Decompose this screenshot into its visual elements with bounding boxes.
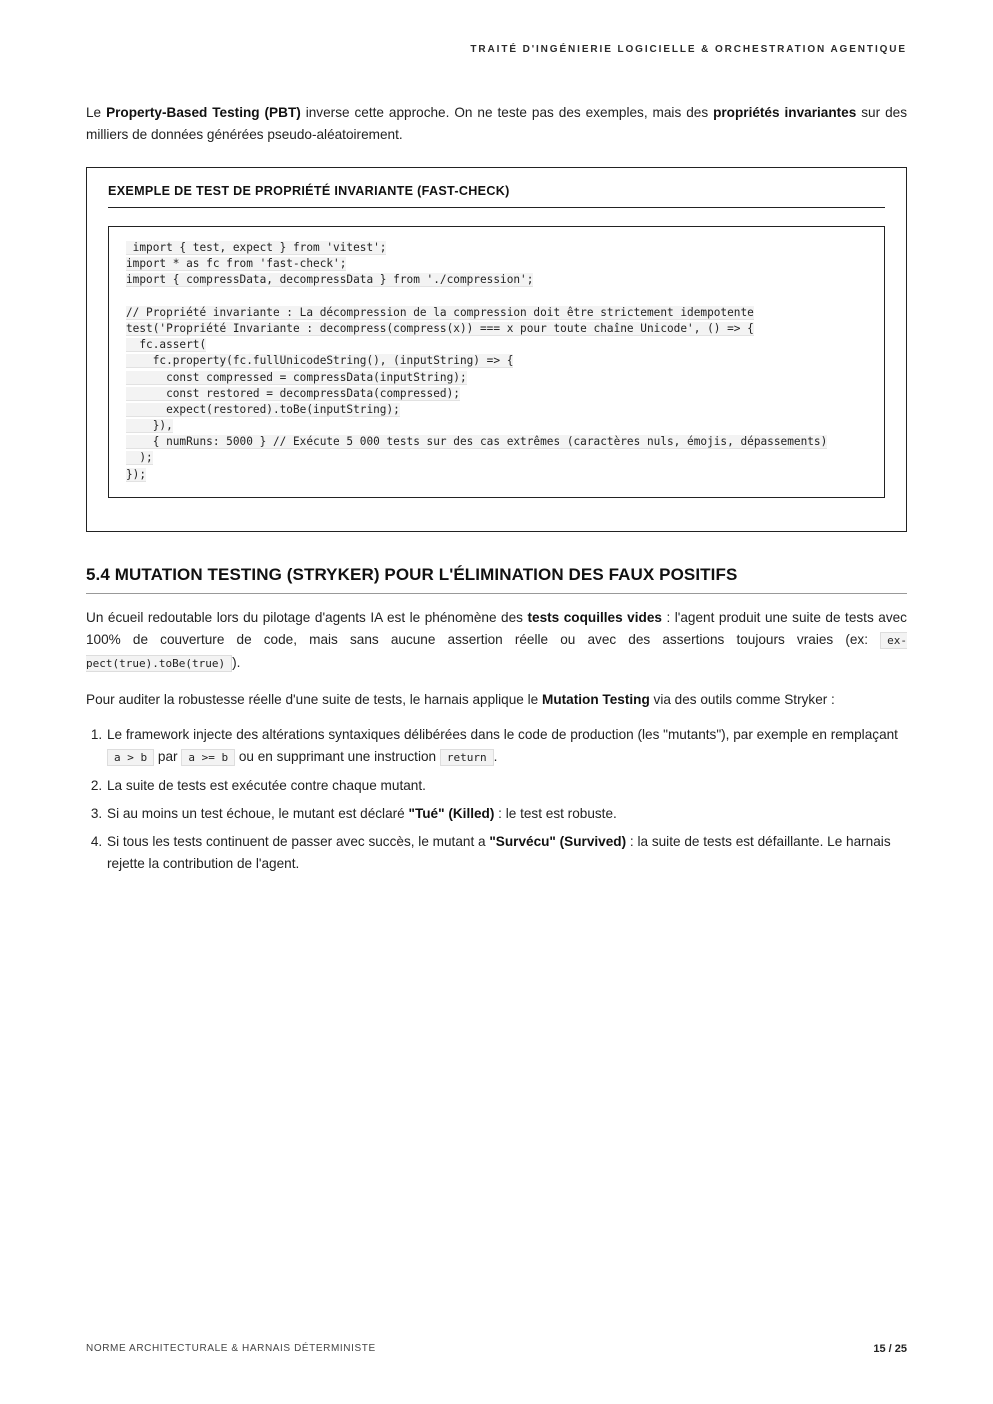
section-paragraph-2: Pour auditer la robustesse réelle d'une suite de tests, le harnais applique le Mutation Testing via des outils comme Stryker :	[86, 691, 835, 707]
intro-text-2: inverse cette approche. On ne teste pas des exemples, mais des	[300, 105, 714, 120]
example-title: EXEMPLE DE TEST DE PROPRIÉTÉ INVARIANTE (FAST-CHECK)	[108, 184, 885, 208]
code-line: // Propriété invariante : La décompression de la compression doit être strictement idempotente	[126, 305, 754, 319]
intro-bold-pbt: Property-Based Testing (PBT)	[106, 105, 301, 120]
inline-code-expect: ex- pect(true).toBe(true)	[86, 633, 907, 670]
code-line: import { test, expect } from 'vitest';	[126, 241, 387, 254]
code-line: const restored = decompressData(compressed);	[126, 386, 460, 400]
code-line: });	[126, 467, 147, 481]
code-line: import * as fc from 'fast-check';	[126, 257, 347, 271]
inline-code: return	[440, 749, 494, 766]
list-item: 2. La suite de tests est exécutée contre chaque mutant.	[106, 775, 907, 797]
intro-text-3: sur des milliers de données générées pseudo-aléatoirement.	[86, 105, 907, 142]
code-line: }),	[126, 419, 173, 433]
running-footer: NORME ARCHITECTURALE & HARNAIS DÉTERMINISTE	[86, 1343, 376, 1354]
intro-text-1: Le	[86, 105, 107, 120]
list-item: 4. Si tous les tests continuent de passer avec succès, le mutant a "Survécu" (Survived) : la suite de tests est défaillante. Le harnais rejette la contribution de l'agent.	[106, 831, 907, 875]
code-line: expect(restored).toBe(inputString);	[126, 402, 400, 416]
code-line: );	[126, 451, 153, 465]
code-line: import { compressData, decompressData } from './compression';	[126, 273, 534, 287]
section-paragraph-1: Un écueil redoutable lors du pilotage d'agents IA est le phénomène des tests coquilles vides : l'agent produit une suite de tests avec 100% de couverture de code, mais sans aucune assertion réelle ou avec des assertions toujours vraies (ex: ex- pect(true).toBe(true) ).	[86, 609, 907, 670]
list-item: 3. Si au moins un test échoue, le mutant est déclaré "Tué" (Killed) : le test est robuste.	[106, 803, 907, 825]
inline-code: a >= b	[181, 749, 235, 766]
code-line: const compressed = compressData(inputString);	[126, 370, 467, 384]
list-item: 1. Le framework injecte des altérations syntaxiques délibérées dans le code de production (les "mutants"), par exemple en remplaçant a > b par a >= b ou en supprimant une instruction return .	[106, 724, 907, 769]
code-line: { numRuns: 5000 } // Exécute 5 000 tests sur des cas extrêmes (caractères nuls, émojis, dépassements)	[126, 435, 828, 449]
code-line: fc.assert(	[126, 338, 207, 352]
running-header: TRAITÉ D'INGÉNIERIE LOGICIELLE & ORCHESTRATION AGENTIQUE	[470, 44, 907, 55]
code-line: fc.property(fc.fullUnicodeString(), (inputString) => {	[126, 354, 514, 368]
page-number: 15 / 25	[873, 1343, 907, 1355]
bold-mutation-testing: Mutation Testing	[542, 691, 650, 707]
inline-code: a > b	[107, 749, 154, 766]
code-block	[108, 226, 885, 498]
code-line: test('Propriété Invariante : decompress(compress(x)) === x pour toute chaîne Unicode', () => {	[126, 321, 754, 335]
intro-paragraph	[86, 102, 907, 146]
example-box	[86, 167, 907, 532]
bold-empty-shell-tests: tests coquilles vides	[527, 609, 662, 625]
code-line-blank	[126, 289, 878, 305]
mutation-steps-list	[86, 724, 907, 875]
intro-bold-invariants: propriétés invariantes	[713, 105, 857, 120]
section-heading: 5.4 MUTATION TESTING (STRYKER) POUR L'ÉLIMINATION DES FAUX POSITIFS	[86, 565, 907, 594]
page-content	[86, 102, 907, 881]
